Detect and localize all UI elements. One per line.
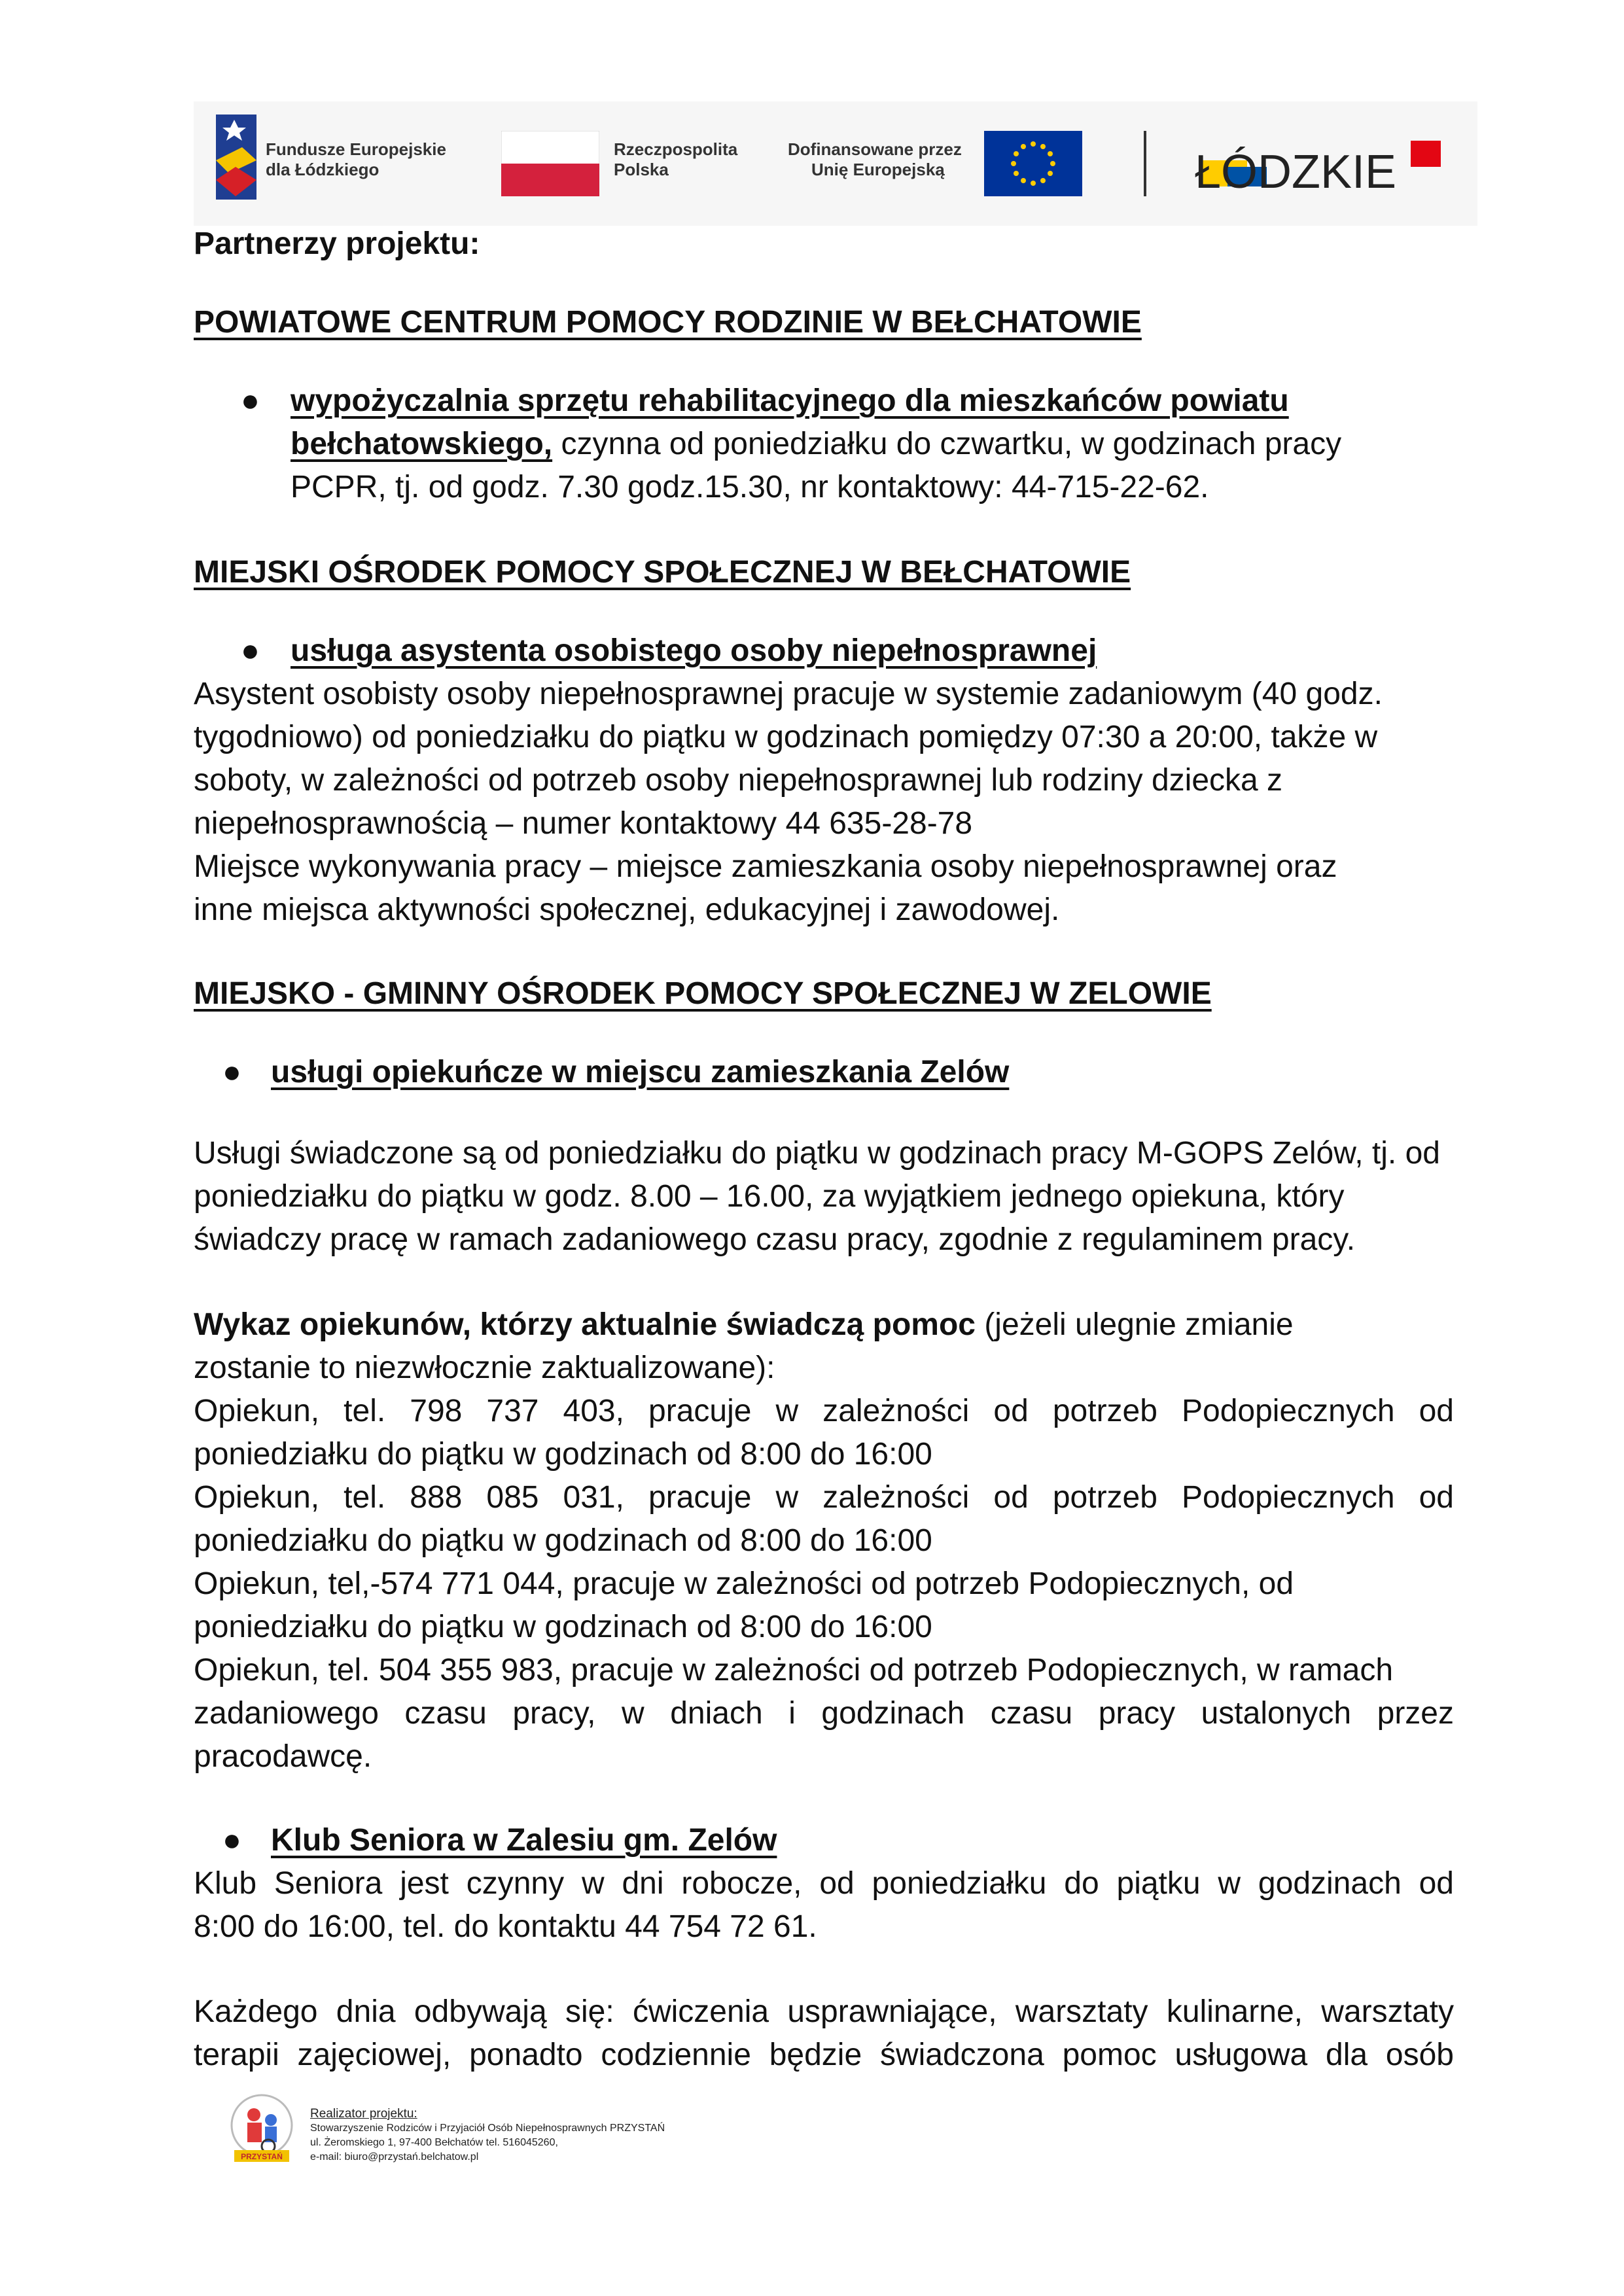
s4-line3: Każdego dnia odbywają się: ćwiczenia usprawniające, warsztaty kulinarne, warsztaty xyxy=(194,1994,1454,2029)
bullet-dot: ● xyxy=(222,1055,241,1089)
fe-logo-line2: dla Łódzkiego xyxy=(266,160,380,179)
c2-line1: Opiekun, tel. 888 085 031, pracuje w zależności od potrzeb Podopiecznych od xyxy=(194,1480,1454,1515)
fe-logo-line1: Fundusze Europejskie xyxy=(266,139,446,159)
footer-line3: e-mail: biuro@przystań.belchatow.pl xyxy=(310,2151,479,2163)
s3-para-line-0: Usługi świadczone są od poniedziałku do piątku w godzinach pracy M-GOPS Zelów, tj. od xyxy=(194,1136,1440,1171)
s2-line-1: tygodniowo) od poniedziałku do piątku w godzinach pomiędzy 07:30 a 20:00, także w xyxy=(194,720,1378,754)
przystan-logo-icon xyxy=(229,2094,294,2166)
c1-line1: Opiekun, tel. 798 737 403, pracuje w zależności od potrzeb Podopiecznych od xyxy=(194,1394,1454,1428)
wykaz-bold: Wykaz opiekunów, którzy aktualnie świadczą pomoc xyxy=(194,1307,976,1342)
bullet-dot: ● xyxy=(222,1823,241,1858)
eu-logo-line1: Dofinansowane przez xyxy=(788,139,962,159)
fe-logo-icon xyxy=(216,115,256,200)
polish-flag-icon xyxy=(501,131,599,196)
s2-line-2: soboty, w zależności od potrzeb osoby niepełnosprawnej lub rodziny dziecka z xyxy=(194,763,1283,798)
wykaz-line1 xyxy=(194,1303,1294,1347)
s4-line4: terapii zajęciowej, ponadto codziennie będzie świadczona pomoc usługowa dla osób xyxy=(194,2038,1454,2072)
s2-line-3: niepełnosprawnością – numer kontaktowy 44 635-28-78 xyxy=(194,806,973,841)
c4-line2: zadaniowego czasu pracy, w dniach i godzinach czasu pracy ustalonych przez xyxy=(194,1696,1454,1731)
s1-bullet-line2-rest: czynna od poniedziałku do czwartku, w godzinach pracy xyxy=(552,427,1342,461)
s4-line2: 8:00 do 16:00, tel. do kontaktu 44 754 72 61. xyxy=(194,1909,817,1944)
c4-line3: pracodawcę. xyxy=(194,1739,372,1774)
svg-text:PRZYSTAŃ: PRZYSTAŃ xyxy=(241,2152,283,2161)
footer-line1: Stowarzyszenie Rodziców i Przyjaciół Osób Niepełnosprawnych PRZYSTAŃ xyxy=(310,2123,665,2134)
rp-logo-line1: Rzeczpospolita xyxy=(614,139,738,159)
c4-line1: Opiekun, tel. 504 355 983, pracuje w zależności od potrzeb Podopiecznych, w ramach xyxy=(194,1653,1394,1687)
s4-bullet: Klub Seniora w Zalesiu gm. Zelów xyxy=(271,1823,777,1858)
s1-bullet-line2-bold: bełchatowskiego, xyxy=(291,427,553,461)
lodzkie-logo-icon xyxy=(1195,128,1456,200)
partners-title: Partnerzy projektu: xyxy=(194,226,480,261)
s4-line1: Klub Seniora jest czynny w dni robocze, od poniedziałku do piątku w godzinach od xyxy=(194,1866,1454,1901)
s1-bullet-line3: PCPR, tj. od godz. 7.30 godz.15.30, nr kontaktowy: 44-715-22-62. xyxy=(291,470,1209,504)
s3-bullet: usługi opiekuńcze w miejscu zamieszkania Zelów xyxy=(271,1055,1010,1089)
logo-divider xyxy=(1144,131,1146,196)
s3-para-line-2: świadczy pracę w ramach zadaniowego czasu pracy, zgodnie z regulaminem pracy. xyxy=(194,1222,1356,1257)
footer-line2: ul. Żeromskiego 1, 97-400 Bełchatów tel. 516045260, xyxy=(310,2137,558,2148)
bullet-dot: ● xyxy=(241,633,260,668)
bullet-dot: ● xyxy=(241,383,260,418)
eu-logo-line2: Unię Europejską xyxy=(811,160,945,179)
c3-line2: poniedziałku do piątku w godzinach od 8:00 do 16:00 xyxy=(194,1610,932,1644)
wykaz-line2: zostanie to niezwłocznie zaktualizowane): xyxy=(194,1351,775,1385)
s2-line-4: Miejsce wykonywania pracy – miejsce zamieszkania osoby niepełnosprawnej oraz xyxy=(194,849,1337,884)
s2-bullet: usługa asystenta osobistego osoby niepełnosprawnej xyxy=(291,633,1097,668)
s1-bullet-line1: wypożyczalnia sprzętu rehabilitacyjnego dla mieszkańców powiatu xyxy=(291,383,1289,418)
s3-para-line-1: poniedziałku do piątku w godz. 8.00 – 16.00, za wyjątkiem jednego opiekuna, który xyxy=(194,1179,1345,1214)
footer-text xyxy=(310,2107,665,2164)
section3-heading: MIEJSKO - GMINNY OŚRODEK POMOCY SPOŁECZNEJ W ZELOWIE xyxy=(194,976,1212,1011)
eu-flag-icon xyxy=(984,131,1082,196)
section2-heading: MIEJSKI OŚRODEK POMOCY SPOŁECZNEJ W BEŁCHATOWIE xyxy=(194,555,1131,590)
rp-logo-line2: Polska xyxy=(614,160,669,179)
logo-bar xyxy=(194,101,1477,226)
c1-line2: poniedziałku do piątku w godzinach od 8:00 do 16:00 xyxy=(194,1437,932,1472)
s2-line-5: inne miejsca aktywności społecznej, edukacyjnej i zawodowej. xyxy=(194,892,1060,927)
s2-line-0: Asystent osobisty osoby niepełnosprawnej pracuje w systemie zadaniowym (40 godz. xyxy=(194,677,1383,711)
section1-heading: POWIATOWE CENTRUM POMOCY RODZINIE W BEŁCHATOWIE xyxy=(194,305,1142,340)
svg-text:ŁÓDZKIE: ŁÓDZKIE xyxy=(1195,146,1397,198)
footer-label: Realizator projektu: xyxy=(310,2107,417,2121)
s1-bullet-line2 xyxy=(291,423,1341,466)
wykaz-rest: (jeżeli ulegnie zmianie xyxy=(975,1307,1294,1342)
c2-line2: poniedziałku do piątku w godzinach od 8:00 do 16:00 xyxy=(194,1523,932,1558)
c3-line1: Opiekun, tel,-574 771 044, pracuje w zależności od potrzeb Podopiecznych, od xyxy=(194,1566,1294,1601)
